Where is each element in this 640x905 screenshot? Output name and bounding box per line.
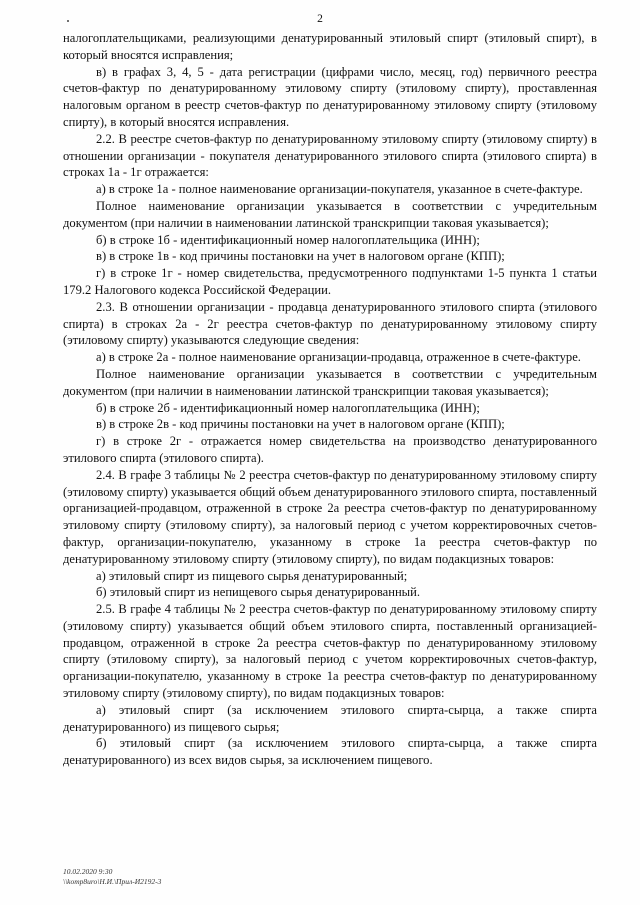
page-number: 2: [317, 13, 323, 25]
paragraph: 2.3. В отношении организации - продавца денатурированного этилового спирта (этилового спирта) в строках 2а - 2г реестра счетов-фактур по денатурированному этиловому спирту (этиловому спирту) указываются следующие сведения:: [63, 299, 597, 348]
paragraph: 2.4. В графе 3 таблицы № 2 реестра счетов-фактур по денатурированному этиловому спирту (этиловому спирту) указывается общий объем денатурированного этилового спирта, поставленный организацией-продавцом, отраженной в строке 2а реестра счетов-фактур по денатурированному этиловому спирту (этиловому спирту), за налоговый период с учетом корректировочных счетов-фактур, организации-покупателю, указанному в строке 1а реестра счетов-фактур по денатурированному этиловому спирту (этиловому спирту), по видам подакцизных товаров:: [63, 467, 597, 566]
paragraph: в) в графах 3, 4, 5 - дата регистрации (цифрами число, месяц, год) первичного реестра счетов-фактур по денатурированному этиловому спирту (этиловому спирту), проставленная налоговым органом в реестр счетов-фактур по денатурированному этиловому спирту (этиловому спирту), в который вносятся исправления.: [63, 64, 597, 129]
paragraph: б) этиловый спирт из непищевого сырья денатурированный.: [96, 585, 421, 600]
footer-file-path: \\komp8uro\Н.И.\Прил-И2192-3: [63, 877, 162, 886]
paragraph: б) в строке 2б - идентификационный номер налогоплательщика (ИНН);: [96, 400, 480, 415]
paragraph: в) в строке 1в - код причины постановки на учет в налоговом органе (КПП);: [96, 249, 505, 264]
paragraph: б) в строке 1б - идентификационный номер налогоплательщика (ИНН);: [96, 232, 480, 247]
document-body: [63, 30, 597, 769]
paragraph: г) в строке 2г - отражается номер свидетельства на производство денатурированного этилового спирта (этилового спирта).: [63, 434, 597, 465]
paragraph: а) этиловый спирт (за исключением этилового спирта-сырца, а также спирта денатурированного) из пищевого сырья;: [63, 702, 597, 734]
document-footer: [63, 867, 161, 887]
paragraph: а) этиловый спирт из пищевого сырья денатурированный;: [96, 568, 408, 583]
footer-timestamp: 10.02.2020 9:30: [63, 867, 113, 876]
paragraph: налогоплательщиками, реализующими денатурированный этиловый спирт (этиловый спирт), в который вносятся исправления;: [63, 31, 597, 62]
paragraph: Полное наименование организации указывается в соответствии с учредительным документом (при наличии в наименовании латинской транскрипции таковая указывается);: [63, 366, 597, 398]
paragraph: а) в строке 1а - полное наименование организации-покупателя, указанное в счете-фактуре.: [96, 182, 583, 197]
paragraph: а) в строке 2а - полное наименование организации-продавца, отраженное в счете-фактуре.: [96, 350, 581, 365]
paragraph: б) этиловый спирт (за исключением этилового спирта-сырца, а также спирта денатурированного) из всех видов сырья, за исключением пищевого.: [63, 736, 597, 768]
paragraph: 2.2. В реестре счетов-фактур по денатурированному этиловому спирту (этиловому спирту) в отношении организации - покупателя денатурированного этилового спирта (этилового спирта) в строках 1а - 1г отражается:: [63, 131, 597, 180]
paragraph: г) в строке 1г - номер свидетельства, предусмотренного подпунктами 1-5 пункта 1 статьи 179.2 Налогового кодекса Российской Федерации.: [63, 266, 597, 297]
paragraph: 2.5. В графе 4 таблицы № 2 реестра счетов-фактур по денатурированному этиловому спирту (этиловому спирту) указывается общий объем этилового спирта, поставленный организацией-продавцом, отраженной в строке 2а реестра счетов-фактур по денатурированному этиловому спирту (этиловому спирту), за налоговый период с учетом корректировочных счетов-фактур, организации-покупателю, указанному в строке 1а реестра счетов-фактур по денатурированному этиловому спирту (этиловому спирту), по видам подакцизных товаров:: [63, 602, 597, 701]
paragraph: в) в строке 2в - код причины постановки на учет в налоговом органе (КПП);: [96, 417, 505, 432]
paragraph: Полное наименование организации указывается в соответствии с учредительным документом (при наличии в наименовании латинской транскрипции таковая указывается);: [63, 198, 597, 230]
